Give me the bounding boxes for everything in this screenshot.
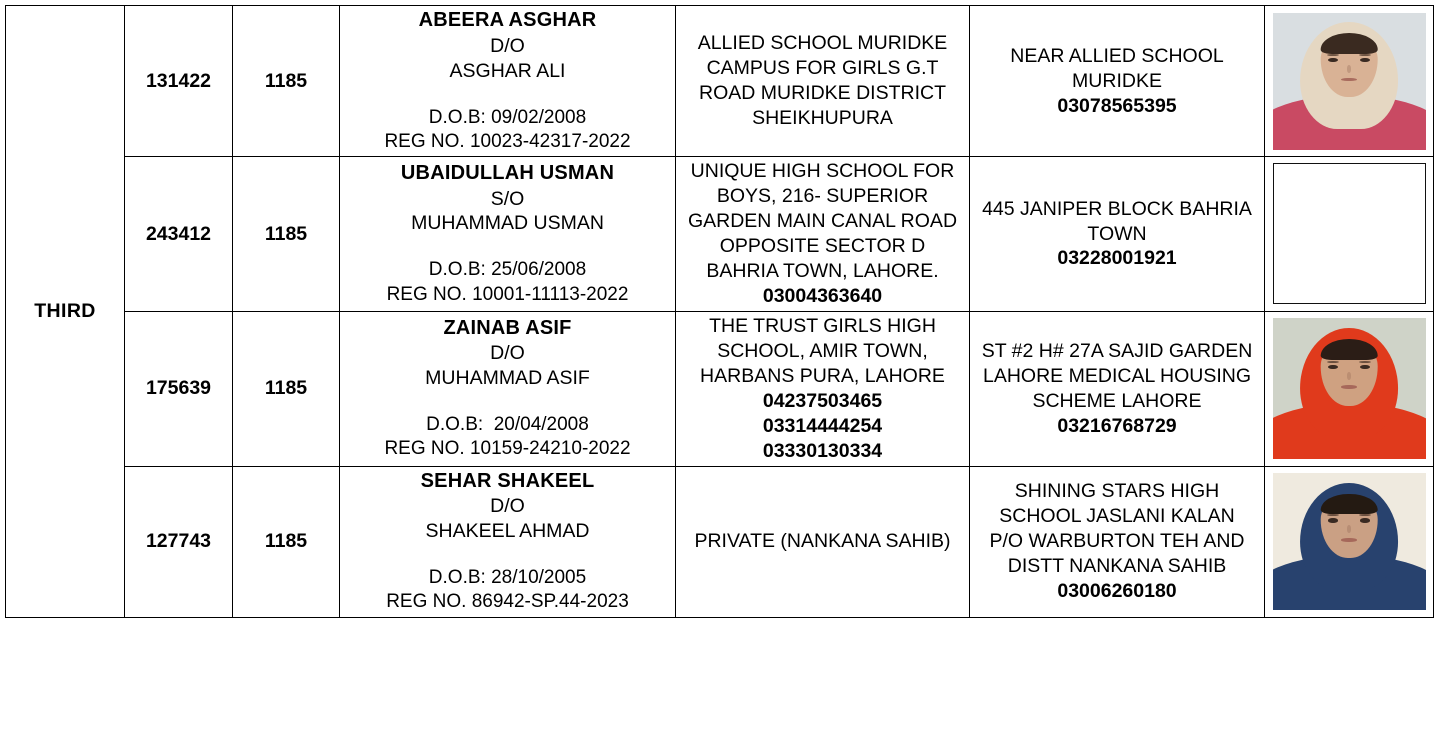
result-sheet [0, 5, 1435, 755]
school-line: PRIVATE (NANKANA SAHIB) [694, 530, 951, 553]
address-line: MURIDKE [1072, 69, 1162, 92]
parent-name: MUHAMMAD ASIF [425, 367, 590, 390]
school-line: SCHOOL, AMIR TOWN, [717, 339, 928, 362]
date-of-birth: D.O.B: 09/02/2008 [428, 106, 587, 128]
roll-number-cell: 131422 [125, 6, 233, 157]
registration-number: REG NO. 10001-11113-2022 [386, 283, 629, 305]
address-line: P/O WARBURTON TEH AND [989, 530, 1245, 553]
spacer [344, 391, 671, 413]
school-cell [676, 311, 970, 466]
address-line: NEAR ALLIED SCHOOL [1010, 44, 1224, 67]
photo-eyebrow-right [1359, 54, 1371, 56]
address-cell [970, 311, 1265, 466]
roll-number-cell: 175639 [125, 311, 233, 466]
student-details-cell [340, 6, 676, 157]
address-phone: 03006260180 [1057, 580, 1177, 603]
student-name: UBAIDULLAH USMAN [400, 161, 615, 184]
school-line: BOYS, 216- SUPERIOR [716, 185, 929, 208]
table-row [6, 157, 1434, 312]
roll-number-cell: 127743 [125, 466, 233, 617]
student-details-cell [340, 466, 676, 617]
school-line: SHEIKHUPURA [752, 107, 893, 130]
photo-cell [1265, 6, 1434, 157]
school-line: HARBANS PURA, LAHORE [700, 364, 945, 387]
photo-eye-left [1328, 518, 1338, 522]
school-line: THE TRUST GIRLS HIGH [709, 314, 936, 337]
relation-label: D/O [490, 34, 525, 57]
spacer [344, 84, 671, 106]
portrait-graphic [1273, 318, 1426, 459]
registration-number: REG NO. 86942-SP.44-2023 [386, 591, 629, 613]
school-cell [676, 466, 970, 617]
parent-name: ASGHAR ALI [449, 59, 566, 82]
address-cell [970, 466, 1265, 617]
photo-eye-right [1360, 58, 1370, 62]
student-photo [1273, 473, 1426, 610]
relation-label: D/O [490, 342, 525, 365]
photo-eye-right [1360, 365, 1370, 370]
address-phone: 03078565395 [1057, 94, 1177, 117]
student-name: SEHAR SHAKEEL [420, 469, 595, 492]
spacer [344, 236, 671, 258]
address-line: TOWN [1087, 222, 1147, 245]
photo-placeholder [1273, 163, 1426, 304]
address-line: SHINING STARS HIGH [1014, 480, 1220, 503]
parent-name: SHAKEEL AHMAD [425, 520, 590, 543]
photo-cell [1265, 157, 1434, 312]
student-name: ABEERA ASGHAR [418, 9, 597, 31]
address-line: SCHEME LAHORE [1032, 389, 1202, 412]
student-result-table [5, 5, 1434, 618]
table-row [6, 6, 1434, 157]
school-phone: 04237503465 [762, 389, 883, 412]
address-phone: 03228001921 [1057, 247, 1177, 270]
school-phone: 03004363640 [762, 284, 883, 307]
marks-cell: 1185 [233, 466, 340, 617]
school-cell [676, 157, 970, 312]
student-details-cell [340, 157, 676, 312]
student-name: ZAINAB ASIF [443, 316, 572, 339]
student-details-cell [340, 311, 676, 466]
photo-eye-right [1360, 518, 1370, 522]
relation-label: D/O [490, 495, 525, 518]
portrait-graphic [1273, 473, 1426, 610]
address-line: SCHOOL JASLANI KALAN [999, 505, 1235, 528]
photo-mouth [1341, 538, 1356, 542]
address-cell [970, 6, 1265, 157]
table-row [6, 466, 1434, 617]
school-phone: 03330130334 [762, 439, 883, 462]
table-body [6, 6, 1434, 618]
photo-cell [1265, 466, 1434, 617]
roll-number-cell: 243412 [125, 157, 233, 312]
school-line: UNIQUE HIGH SCHOOL FOR [690, 160, 955, 183]
photo-eyebrow-left [1327, 361, 1339, 363]
photo-eyebrow-right [1359, 361, 1371, 363]
photo-nose [1347, 65, 1352, 73]
marks-cell: 1185 [233, 6, 340, 157]
school-phone: 03314444254 [762, 414, 883, 437]
registration-number: REG NO. 10023-42317-2022 [384, 130, 631, 152]
address-line: 445 JANIPER BLOCK BAHRIA [982, 197, 1252, 220]
photo-mouth [1341, 385, 1356, 389]
date-of-birth: D.O.B: 25/06/2008 [428, 259, 587, 281]
address-line: ST #2 H# 27A SAJID GARDEN [981, 339, 1253, 362]
relation-label: S/O [490, 187, 525, 210]
marks-cell: 1185 [233, 157, 340, 312]
school-line: GARDEN MAIN CANAL ROAD [687, 210, 958, 233]
photo-mouth [1341, 78, 1356, 82]
spacer [344, 544, 671, 566]
date-of-birth: D.O.B: 20/04/2008 [426, 414, 589, 436]
address-line: LAHORE MEDICAL HOUSING [983, 364, 1251, 387]
date-of-birth: D.O.B: 28/10/2005 [428, 567, 587, 589]
portrait-graphic [1273, 13, 1426, 150]
marks-cell: 1185 [233, 311, 340, 466]
registration-number: REG NO. 10159-24210-2022 [384, 438, 631, 460]
school-line: BAHRIA TOWN, LAHORE. [706, 259, 939, 282]
address-phone: 03216768729 [1057, 414, 1177, 437]
school-line: ALLIED SCHOOL MURIDKE [697, 32, 948, 55]
address-cell [970, 157, 1265, 312]
parent-name: MUHAMMAD USMAN [411, 212, 604, 235]
student-photo [1273, 13, 1426, 150]
address-line: DISTT NANKANA SAHIB [1007, 555, 1227, 578]
photo-cell [1265, 311, 1434, 466]
school-cell [676, 6, 970, 157]
school-line: CAMPUS FOR GIRLS G.T [706, 57, 939, 80]
student-photo [1273, 318, 1426, 459]
school-line: OPPOSITE SECTOR D [719, 234, 926, 257]
group-label-cell: THIRD [6, 6, 125, 618]
table-row [6, 311, 1434, 466]
photo-eyebrow-left [1327, 54, 1339, 56]
school-line: ROAD MURIDKE DISTRICT [698, 82, 946, 105]
